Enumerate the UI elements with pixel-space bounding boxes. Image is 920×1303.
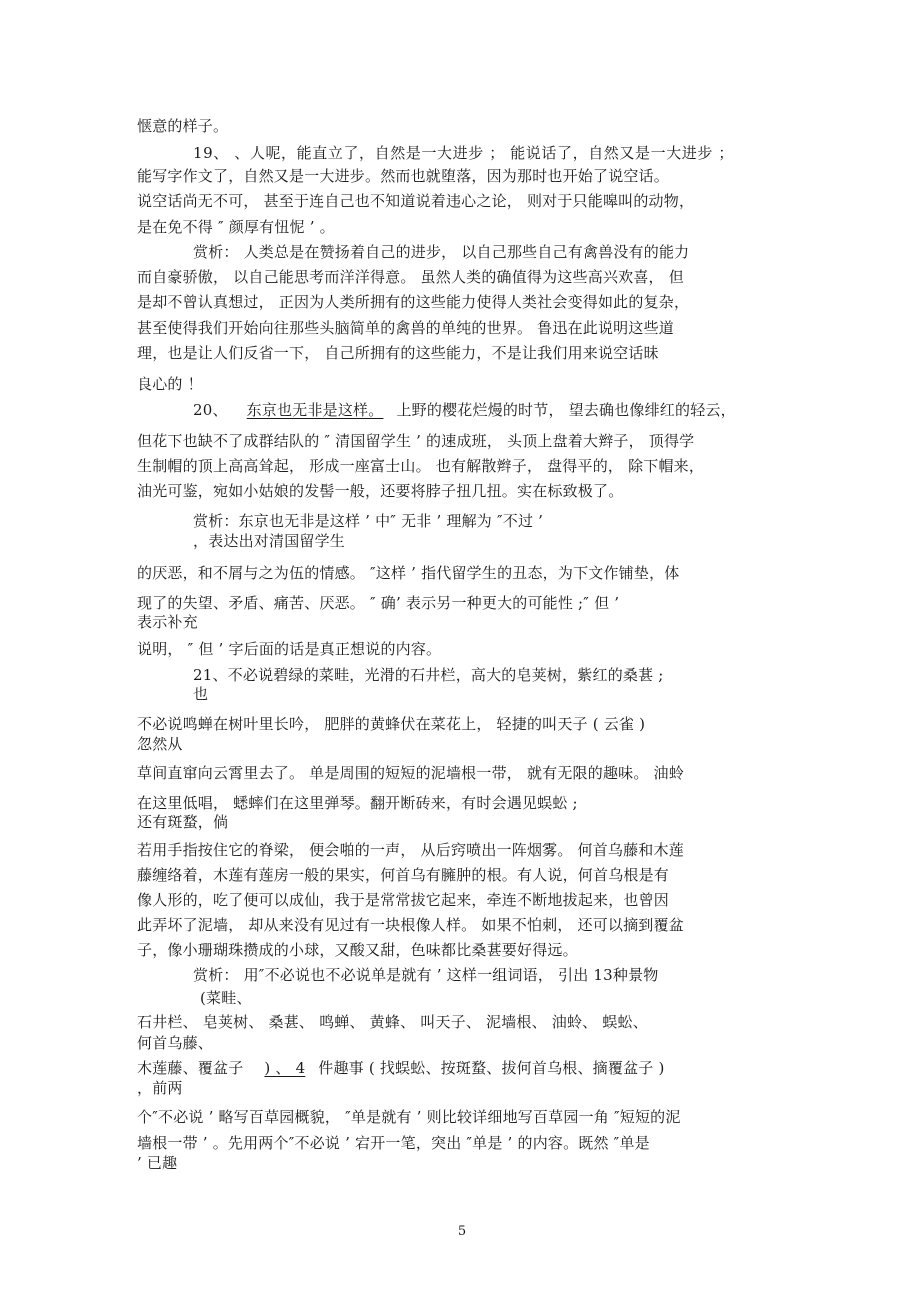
text-line: ’ 已趣	[137, 1154, 178, 1172]
text-line: ，前两	[137, 1079, 183, 1097]
text-line: 良心的 ！	[137, 375, 203, 393]
text-line: 表示补充	[137, 613, 198, 631]
text-line: 说空话尚无不可， 甚至于连自己也不知道说着违心之论， 则对于只能嗥叫的动物，	[137, 192, 695, 210]
text-line: 藤缠络着，木莲有莲房一般的果实，何首乌有臃肿的根。有人说，何首乌根是有	[137, 866, 670, 884]
text-line: 现了的失望、矛盾、痛苦、厌恶。 ″ 确’ 表示另一种更大的可能性 ;″ 但 ’	[137, 594, 620, 612]
text-line: 能写字作文了，自然又是一大进步。然而也就堕落，因为那时也开始了说空话。	[137, 167, 670, 185]
text-span: 件趣事 ( 找蜈蚣、按斑蝥、拔何首乌根、摘覆盆子 )	[318, 1059, 665, 1077]
text-line: 的厌恶，和不屑与之为伍的情感。 ″这样 ’ 指代留学生的丑态，为下文作铺垫，体	[137, 564, 680, 582]
text-line: 是在免不得 ″ 颜厚有忸怩 ’ 。	[137, 218, 335, 236]
text-line: (菜畦、	[200, 989, 252, 1007]
text-line: 在这里低唱， 蟋蟀们在这里弹琴。翻开断砖来，有时会遇见蜈蚣 ;	[137, 794, 578, 812]
text-line: 是却不曾认真想过， 正因为人类所拥有的这些能力使得人类社会变得如此的复杂，	[137, 293, 690, 311]
text-span: 木莲藤、覆盆子	[137, 1059, 244, 1077]
text-line: 何首乌藤、	[137, 1034, 214, 1052]
text-line: 甚至使得我们开始向往那些头脑简单的禽兽的单纯的世界。 鲁迅在此说明这些道	[137, 319, 674, 337]
text-line: 像人形的，吃了便可以成仙，我于是常常拔它起来，牵连不断地拔起来，也曾因	[137, 891, 670, 909]
text-line: 油光可鉴，宛如小姑娘的发髻一般，还要将脖子扭几扭。实在标致极了。	[137, 482, 624, 500]
text-line: 若用手指按住它的脊梁， 便会啪的一声， 从后窍喷出一阵烟雾。 何首乌藤和木莲	[137, 841, 684, 859]
text-line: 还有斑蝥，倘	[137, 813, 229, 831]
text-line: 忽然从	[137, 735, 183, 753]
text-line: 赏析：东京也无非是这样 ’ 中″ 无非 ’ 理解为 ″不过 ’	[193, 512, 544, 530]
text-line: 草间直窜向云霄里去了。 单是周围的短短的泥墙根一带， 就有无限的趣味。 油蛉	[137, 764, 684, 782]
underlined-title: 东京也无非是这样。	[246, 401, 384, 419]
text-line: 19、 、人呢，能直立了，自然是一大进步 ； 能说话了，自然又是一大进步 ；	[193, 144, 734, 162]
text-line: 惬意的样子。	[137, 117, 229, 135]
text-line: 子，像小珊瑚珠攒成的小球，又酸又甜，色味都比桑葚要好得远。	[137, 941, 578, 959]
text-line: ，表达出对清国留学生	[193, 532, 346, 550]
text-line: 理，也是让人们反省一下， 自己所拥有的这些能力，不是让我们用来说空话昧	[137, 344, 659, 362]
text-line	[193, 400, 736, 420]
text-line: 赏析： 人类总是在赞扬着自己的进步， 以自己那些自己有禽兽没有的能力	[193, 243, 690, 261]
text-line: 说明， ″ 但 ’ 字后面的话是真正想说的内容。	[137, 640, 442, 658]
text-line: 赏析： 用″不必说也不必说单是就有 ’ 这样一组词语， 引出 13种景物	[193, 966, 659, 984]
page-number: 5	[457, 1224, 467, 1239]
text-span: 上野的樱花烂熳的时节， 望去确也像绯红的轻云，	[396, 401, 736, 419]
text-line: 而自豪骄傲， 以自己能思考而洋洋得意。 虽然人类的确值得为这些高兴欢喜， 但	[137, 268, 684, 286]
text-line: 但花下也缺不了成群结队的 ″ 清国留学生 ’ 的速成班， 头顶上盘着大辫子， 顶得学	[137, 432, 695, 450]
underlined-count: ) 、 4	[264, 1059, 306, 1077]
text-line: 墙根一带 ’ 。先用两个″不必说 ’ 宕开一笔，突出 ″单是 ’ 的内容。既然 ″单是	[137, 1134, 650, 1152]
text-line: 生制帽的顶上高高耸起， 形成一座富士山。 也有解散辫子， 盘得平的， 除下帽来，	[137, 457, 705, 475]
text-line: 也	[193, 685, 209, 703]
text-line: 石井栏、 皂荚树、 桑葚、 鸣蝉、 黄蜂、 叫天子、 泥墙根、 油蛉、 蜈蚣、	[137, 1013, 648, 1031]
text-line: 不必说鸣蝉在树叶里长吟， 肥胖的黄蜂伏在菜花上， 轻捷的叫天子 ( 云雀 )	[137, 715, 646, 733]
text-line: 此弄坏了泥墙， 却从来没有见过有一块根像人样。 如果不怕刺， 还可以摘到覆盆	[137, 916, 684, 934]
text-line: 21、不必说碧绿的菜畦，光滑的石井栏，高大的皂荚树，紫红的桑葚 ;	[193, 666, 664, 684]
text-line: 个″不必说 ’ 略写百草园概貌， ″单是就有 ’ 则比较详细地写百草园一角 ″短短的泥	[137, 1108, 681, 1126]
paragraph-number: 20、	[193, 401, 228, 419]
text-line	[137, 1058, 665, 1078]
